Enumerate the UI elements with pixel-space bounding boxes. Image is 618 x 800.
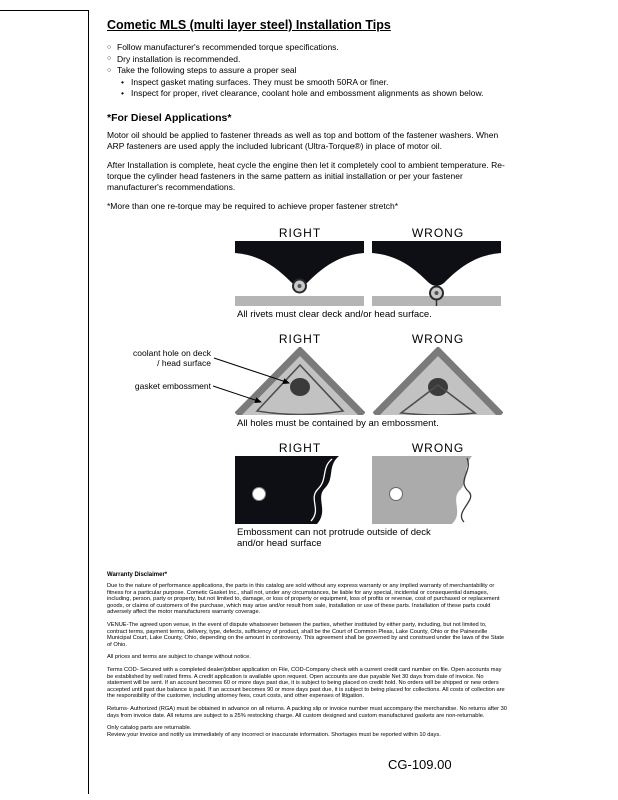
margin-rule-vertical — [88, 10, 89, 794]
gasket-embossment-label: gasket embossment — [134, 381, 211, 391]
diagram-headers — [235, 226, 509, 240]
warranty-heading: Warranty Disclaimer* — [107, 572, 168, 578]
diagram-caption: All rivets must clear deck and/or head surface. — [237, 309, 432, 320]
list-item — [121, 77, 509, 89]
warranty-disclaimer-section — [107, 572, 507, 744]
right-label: RIGHT — [278, 332, 322, 346]
coolant-hole-right-image — [235, 347, 365, 415]
list-item — [107, 42, 509, 54]
rivet-clearance-wrong-image — [372, 241, 501, 306]
list-item-text: Inspect for proper, rivet clearance, coolant hole and embossment alignments as shown below. — [131, 88, 484, 98]
circle-bullet-icon: ○ — [107, 55, 112, 62]
list-item-text: Take the following steps to assure a proper seal — [117, 65, 297, 75]
list-item-text: Dry installation is recommended. — [117, 53, 241, 64]
list-item — [121, 88, 509, 100]
installation-tips-section — [107, 18, 509, 212]
list-item-text: Follow manufacturer's recommended torque specifications. — [117, 42, 339, 52]
diagram-section-coolant-holes — [107, 332, 509, 429]
warranty-paragraph: VENUE-The agreed upon venue, in the event of dispute whatsoever between the parties, whether instituted by either party, including, but not limited to, contract terms, payment terms, delivery, type, defects, sufficiency of product, shall be the Court of Common Pleas, Lake County, Ohio or the Painesville Municipal Court, Lake County, Ohio, depending on the amount in controversy. This agreement shall be governed by and construed under the laws of the State of Ohio. — [107, 621, 505, 648]
wrong-label: WRONG — [411, 441, 465, 455]
diesel-applications-heading: *For Diesel Applications* — [107, 111, 232, 124]
diagram-headers — [235, 441, 509, 455]
page-code: CG-109.00 — [388, 757, 452, 772]
warranty-paragraph: Terms COD- Secured with a completed dealer/jobber application on File, COD-Company check with a current credit card number on file. Open accounts may be established by well rated firms. A credit application is available upon request. Open accounts are due payable Net 30 days from date of invoice. No statement will be sent. If an account becomes 60 or more days past due, it is subject to being placed on credit hold. No orders will be shipped or new orders accepted until past due balance is paid. If an account becomes 90 or more days past due, it is subject to being placed for collections. All costs of collection are the responsibility of the customer, including attorney fees, court costs, and other expenses of litigation. — [107, 666, 505, 700]
margin-rule-horizontal — [0, 10, 88, 11]
warranty-paragraph: Returns- Authorized (RGA) must be obtained in advance on all returns. A packing slip or invoice number must accompany the merchandise. No returns after 30 days from invoice date. All returns are subject to a 25% restocking charge. All custom designed and custom manufactured gaskets are non-returnable. — [107, 705, 507, 719]
wrong-label: WRONG — [411, 226, 465, 240]
diagram-images — [235, 241, 509, 306]
page-title: Cometic MLS (multi layer steel) Installation Tips — [107, 18, 391, 32]
retorque-note: *More than one re-torque may be required to achieve proper fastener stretch* — [107, 200, 399, 211]
diesel-heat-cycle-paragraph: After Installation is complete, heat cycle the engine then let it completely cool to ambient temperature. Re-torque the cylinder head fasteners in the same pattern as initial installation or per your fastener manufacturer's recommendations. — [107, 159, 505, 192]
right-label: RIGHT — [278, 441, 322, 455]
warranty-paragraph: Only catalog parts are returnable. — [107, 725, 192, 732]
warranty-paragraph: All prices and terms are subject to change without notice. — [107, 654, 251, 661]
diesel-oil-paragraph: Motor oil should be applied to fastener threads as well as top and bottom of the fastener washers. When ARP fasteners are used apply the included lubricant (Ultra-Torque®) in place of motor oil. — [107, 129, 499, 151]
list-item — [107, 65, 509, 77]
rivet-clearance-right-image — [235, 241, 364, 306]
diagram-images — [235, 347, 509, 415]
embossment-right-image — [235, 456, 364, 524]
dot-bullet-icon: • — [121, 76, 124, 87]
wrong-label: WRONG — [411, 332, 465, 346]
diagram-caption: All holes must be contained by an embossment. — [237, 418, 439, 429]
coolant-hole-label: coolant hole on deck / head surface — [133, 348, 211, 368]
warranty-paragraph: Due to the nature of performance applications, the parts in this catalog are sold without any express warranty or any implied warranty of merchantability or fitness for a particular purpose. Cometic Gasket Inc., shall not, under any circumstances, be liable for any special, incidental or consequential damages, including, person, party or property, but not limited to, damage, or loss of property or equipment, loss of profits or revenue, cost of purchased or replacement goods, or claims of customers of the purchase, which may arise and/or result from sale, installation or use of these parts. Installation of these parts could adversely affect the motor manufacturers warranty coverage. — [107, 583, 500, 616]
diagrams-section — [107, 226, 509, 561]
list-item-text: Inspect gasket mating surfaces. They must be smooth 50RA or finer. — [131, 76, 389, 87]
dot-bullet-icon: • — [121, 88, 124, 98]
list-item — [107, 54, 509, 66]
coolant-hole-wrong-image — [373, 347, 503, 415]
circle-bullet-icon: ○ — [107, 43, 112, 51]
circle-bullet-icon: ○ — [107, 66, 112, 74]
warranty-paragraph: Review your invoice and notify us immediately of any incorrect or inaccurate information. Shortages must be reported within 10 days. — [107, 731, 441, 738]
diagram-images — [235, 456, 509, 524]
diagram-section-rivets — [107, 226, 509, 320]
diagram-headers — [235, 332, 509, 346]
embossment-wrong-image — [372, 456, 501, 524]
right-label: RIGHT — [278, 226, 322, 240]
tips-list — [107, 42, 509, 100]
diagram-section-embossment-protrusion — [107, 441, 509, 549]
diagram-caption: Embossment can not protrude outside of deck and/or head surface — [237, 527, 431, 549]
